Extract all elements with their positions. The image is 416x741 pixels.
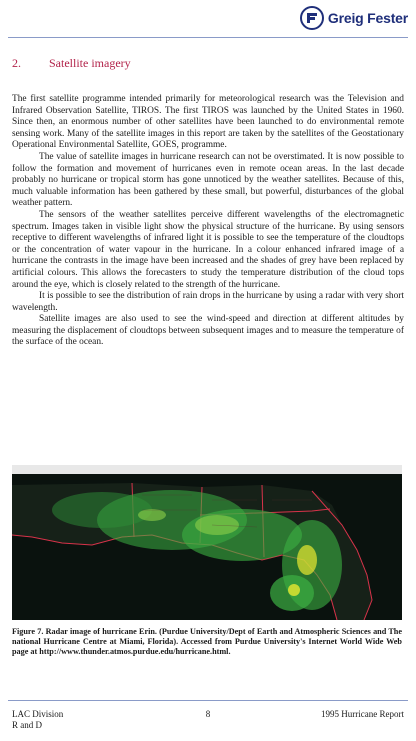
page-number: 8 xyxy=(205,709,211,719)
paragraph: Satellite images are also used to see the wind-speed and direction at different altitudes by measuring the displacement of cloudtops between subsequent images and to measure the temperature of the surface of the ocean. xyxy=(12,314,404,348)
header-divider xyxy=(8,37,408,38)
figure-caption: Figure 7. Radar image of hurricane Erin. (Purdue University/Dept of Earth and Atmospheric Sciences and The national Hurricane Centre at Miami, Florida). Accessed from Purdue University's Internet World Wide Web page at http://www.thunder.atmos.purdue.edu/hurricane.html. xyxy=(12,627,402,656)
radar-status-bar xyxy=(12,465,402,474)
greig-fester-logo-icon xyxy=(300,6,324,30)
footer-divider xyxy=(8,700,408,701)
paragraph: The sensors of the weather satellites perceive different wavelengths of the electromagnetic spectrum. Images taken in visible light show the physical structure of the hurricane. By using sensors receptive to different wavelengths of infrared light it is possible to see the temperature of the cloudtops or the concentration of water vapour in the hurricane. In a colour enhanced infrared image of a hurricane the contrasts in the image have been increased and the shades of grey have been replaced by artificial colours. This allows the forecasters to study the temperature distribution of the cloud tops around the eye, which is closely related to the strength of the hurricane. xyxy=(12,209,404,290)
paragraph: It is possible to see the distribution of rain drops in the hurricane by using a radar with very short wavelength. xyxy=(12,291,404,313)
paragraph: The first satellite programme intended primarily for meteorological research was the Television and Infrared Observation Satellite, TIROS. The first TIROS was launched by the United States in 1960. Since then, an enormous number of other satellites have been launched to do environmental remote sensing work. Many of the satellite images in this report are taken by the satellites of the Geostationary Operational Environmental Satellite, GOES, programme. xyxy=(12,94,404,151)
paragraph: The value of satellite images in hurricane research can not be overstimated. It is now possible to follow the formation and movement of hurricanes even in remote ocean areas. In the last decade probably no hurricane or tropical storm has gone unnoticed by the weather satellites. Because of this, much valuable information has been gathered by these small, but powerful, disturbances of the global weather pattern. xyxy=(12,151,404,209)
section-heading xyxy=(12,56,131,71)
radar-image xyxy=(12,465,402,620)
radar-map-graphic xyxy=(12,465,402,620)
footer-report-title: 1995 Hurricane Report xyxy=(321,709,404,719)
body-text xyxy=(12,94,404,349)
section-title: Satellite imagery xyxy=(49,56,131,70)
section-number: 2. xyxy=(12,56,21,70)
company-logo xyxy=(300,6,408,30)
footer-division: LAC Division xyxy=(12,709,64,719)
footer-department: R and D xyxy=(12,720,42,730)
brand-name: Greig Fester xyxy=(327,10,408,26)
